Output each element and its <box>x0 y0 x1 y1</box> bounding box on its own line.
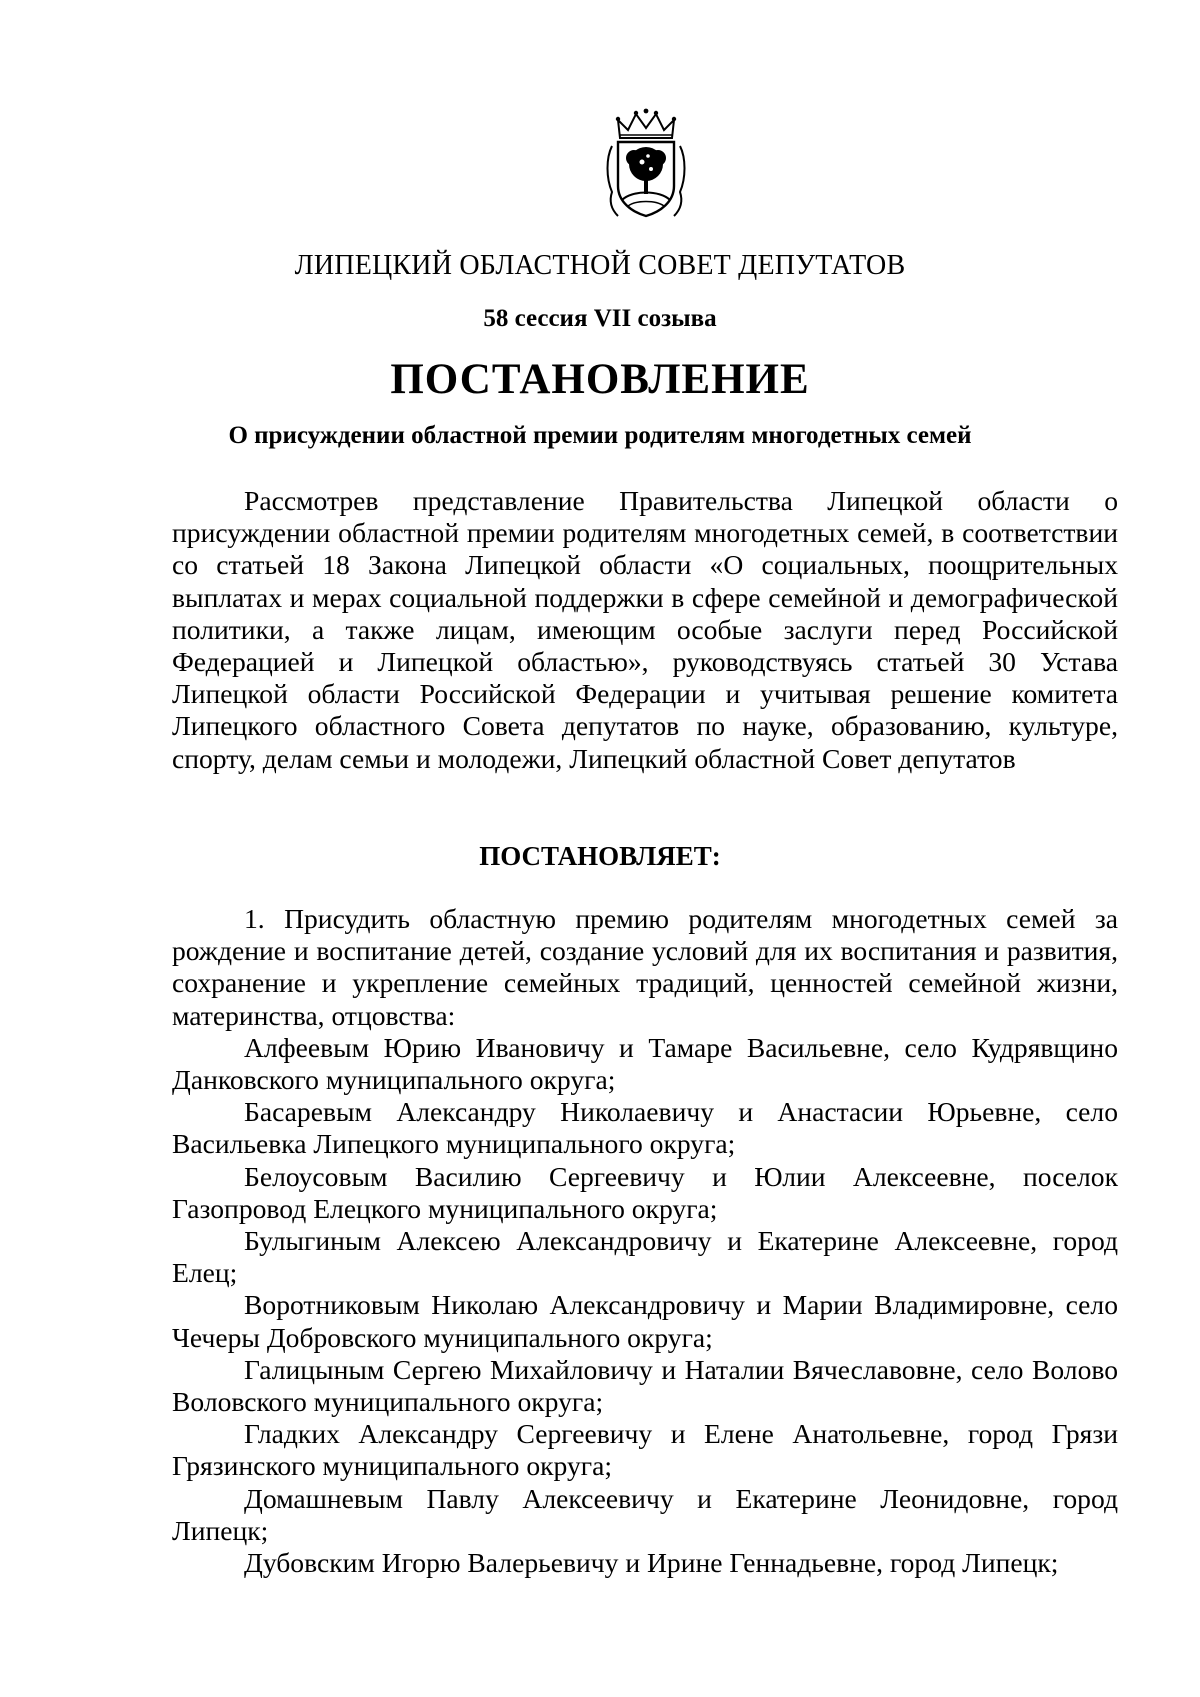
document-type: ПОСТАНОВЛЕНИЕ <box>390 356 810 403</box>
preamble <box>172 485 1118 775</box>
awardee-item: Домашневым Павлу Алексеевичу и Екатерине Леонидовне, город Липецк; <box>172 1482 1118 1546</box>
awardee-item: Галицыным Сергею Михайловичу и Наталии Вячеславовне, село Волово Воловского муниципального округа; <box>172 1353 1118 1418</box>
preamble-text: Рассмотрев представление Правительства Липецкой области о присуждении областной премии родителям многодетных семей, в соответствии со статьей 18 Закона Липецкой области «О социальных, поощрительных выплатах и мерах социальной поддержки в сфере семейной и демографической политики, а также лицам, имеющим особые заслуги перед Российской Федерацией и Липецкой областью», руководствуясь статьей 30 Устава Липецкой области Российской Федерации и учитывая решение комитета Липецкого областного Совета депутатов по науке, образованию, культуре, спорту, делам семьи и молодежи, Липецкий областной Совет депутатов <box>172 485 1118 774</box>
awardee-item: Дубовским Игорю Валерьевичу и Ирине Геннадьевне, город Липецк; <box>244 1547 1059 1579</box>
organization-name: ЛИПЕЦКИЙ ОБЛАСТНОЙ СОВЕТ ДЕПУТАТОВ <box>294 250 906 281</box>
resolution-point-1: 1. Присудить областную премию родителям многодетных семей за рождение и воспитание детей, создание условий для их воспитания и развития, сохранение и укрепление семейных традиций, ценностей семейной жизни, материнства, отцовства: <box>172 903 1118 1031</box>
awardee-item: Белоусовым Василию Сергеевичу и Юлии Алексеевне, поселок Газопровод Елецкого муниципального округа; <box>172 1160 1118 1224</box>
awardee-item: Басаревым Александру Николаевичу и Анастасии Юрьевне, село Васильевка Липецкого муниципального округа; <box>172 1096 1118 1160</box>
resolution-body <box>172 903 1118 1579</box>
decree-heading: ПОСТАНОВЛЯЕТ: <box>479 841 721 871</box>
document-subject: О присуждении областной премии родителям многодетных семей <box>228 422 972 449</box>
awardee-item: Гладких Александру Сергеевичу и Елене Анатольевне, город Грязи Грязинского муниципального округа; <box>172 1418 1118 1482</box>
coat-of-arms-icon <box>604 108 688 220</box>
awardee-item: Алфеевым Юрию Ивановичу и Тамаре Васильевне, село Кудрявщино Данковского муниципального округа; <box>172 1031 1118 1096</box>
awardee-item: Булыгиным Алексею Александровичу и Екатерине Алексеевне, город Елец; <box>172 1225 1118 1289</box>
session-line: 58 сессия VII созыва <box>483 305 717 332</box>
awardee-item: Воротниковым Николаю Александровичу и Марии Владимировне, село Чечеры Добровского муниципального округа; <box>172 1289 1118 1353</box>
